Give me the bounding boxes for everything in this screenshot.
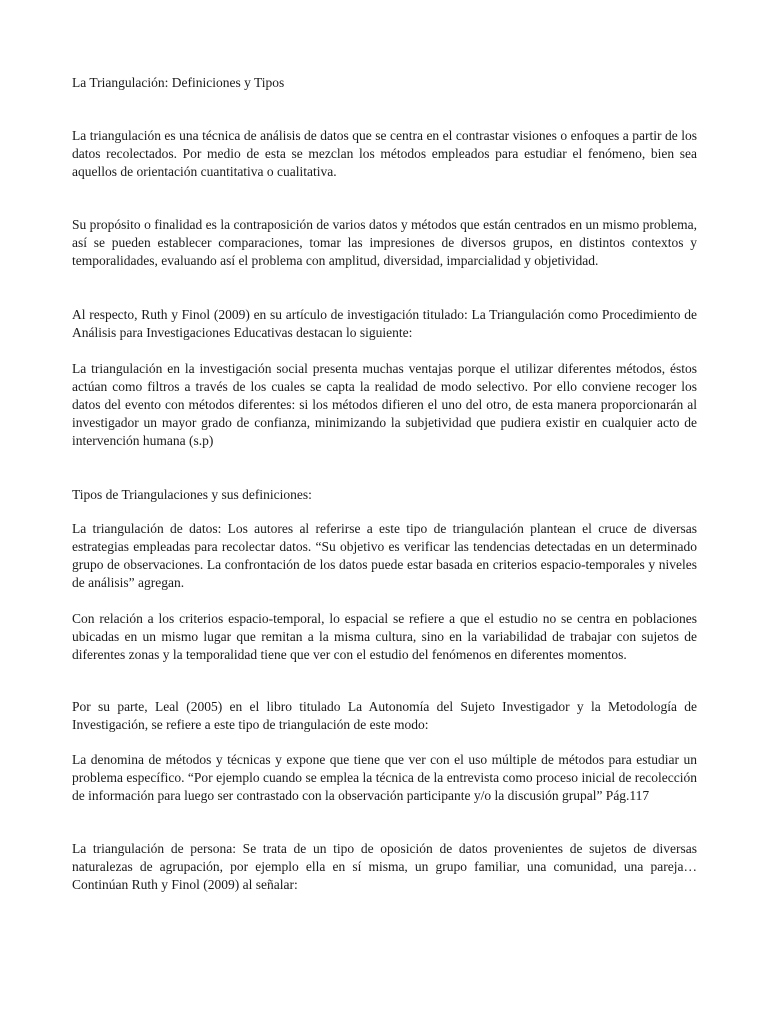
paragraph-person: La triangulación de persona: Se trata de un tipo de oposición de datos provenientes de sujetos de diversas naturalezas de agrupación, por ejemplo ella en sí misma, un grupo familiar, una comunidad, una pareja… Continúan Ruth y Finol (2009) al señalar: — [72, 841, 697, 892]
paragraph-respect: Al respecto, Ruth y Finol (2009) en su artículo de investigación titulado: La Triangulación como Procedimiento de Análisis para Investigaciones Educativas destacan lo siguiente: — [72, 307, 697, 340]
paragraph-data-triangulation: La triangulación de datos: Los autores al referirse a este tipo de triangulación plantean el cruce de diversas estrategias empleadas para recolectar datos. “Su objetivo es verificar las tendencias detectadas en un determinado grupo de observaciones. La confrontación de los datos puede estar basada en criterios espacio-temporales y niveles de análisis” agregan. — [72, 521, 697, 590]
paragraph-quote: La triangulación en la investigación social presenta muchas ventajas porque el utilizar diferentes métodos, éstos actúan como filtros a través de los cuales se capta la realidad de modo selectivo. Por ello conviene recoger los datos del evento con métodos diferentes: si los métodos difieren el uno del otro, de esta manera proporcionarán al investigador un mayor grado de confianza, minimizando la subjetividad que pudiera existir en cualquier acto de intervención humana (s.p) — [72, 361, 697, 448]
section-heading-types: Tipos de Triangulaciones y sus definiciones: — [72, 487, 312, 502]
paragraph-purpose: Su propósito o finalidad es la contraposición de varios datos y métodos que están centrados en un mismo problema, así se pueden establecer comparaciones, tomar las impresiones de diversos grupos, en distintos contextos y temporalidades, evaluando así el problema con amplitud, diversidad, imparcialidad y objetividad. — [72, 217, 697, 268]
document-title: La Triangulación: Definiciones y Tipos — [72, 75, 285, 90]
paragraph-intro: La triangulación es una técnica de análisis de datos que se centra en el contrastar visiones o enfoques a partir de los datos recolectados. Por medio de esta se mezclan los métodos empleados para estudiar el fenómeno, bien sea aquellos de orientación cuantitativa o cualitativa. — [72, 128, 697, 179]
paragraph-methods: La denomina de métodos y técnicas y expone que tiene que ver con el uso múltiple de métodos para estudiar un problema específico. “Por ejemplo cuando se emplea la técnica de la entrevista como proceso inicial de recolección de información para luego ser contrastado con la observación participante y/o la discusión grupal” Pág.117 — [72, 752, 697, 803]
paragraph-spatio-temporal: Con relación a los criterios espacio-temporal, lo espacial se refiere a que el estudio no se centra en poblaciones ubicadas en un mismo lugar que remitan a la misma cultura, sino en la variabilidad de trabajar con sujetos de diferentes zonas y la temporalidad tiene que ver con el estudio del fenómenos en diferentes momentos. — [72, 611, 697, 662]
paragraph-leal: Por su parte, Leal (2005) en el libro titulado La Autonomía del Sujeto Investigador y la Metodología de Investigación, se refiere a este tipo de triangulación de este modo: — [72, 699, 697, 732]
